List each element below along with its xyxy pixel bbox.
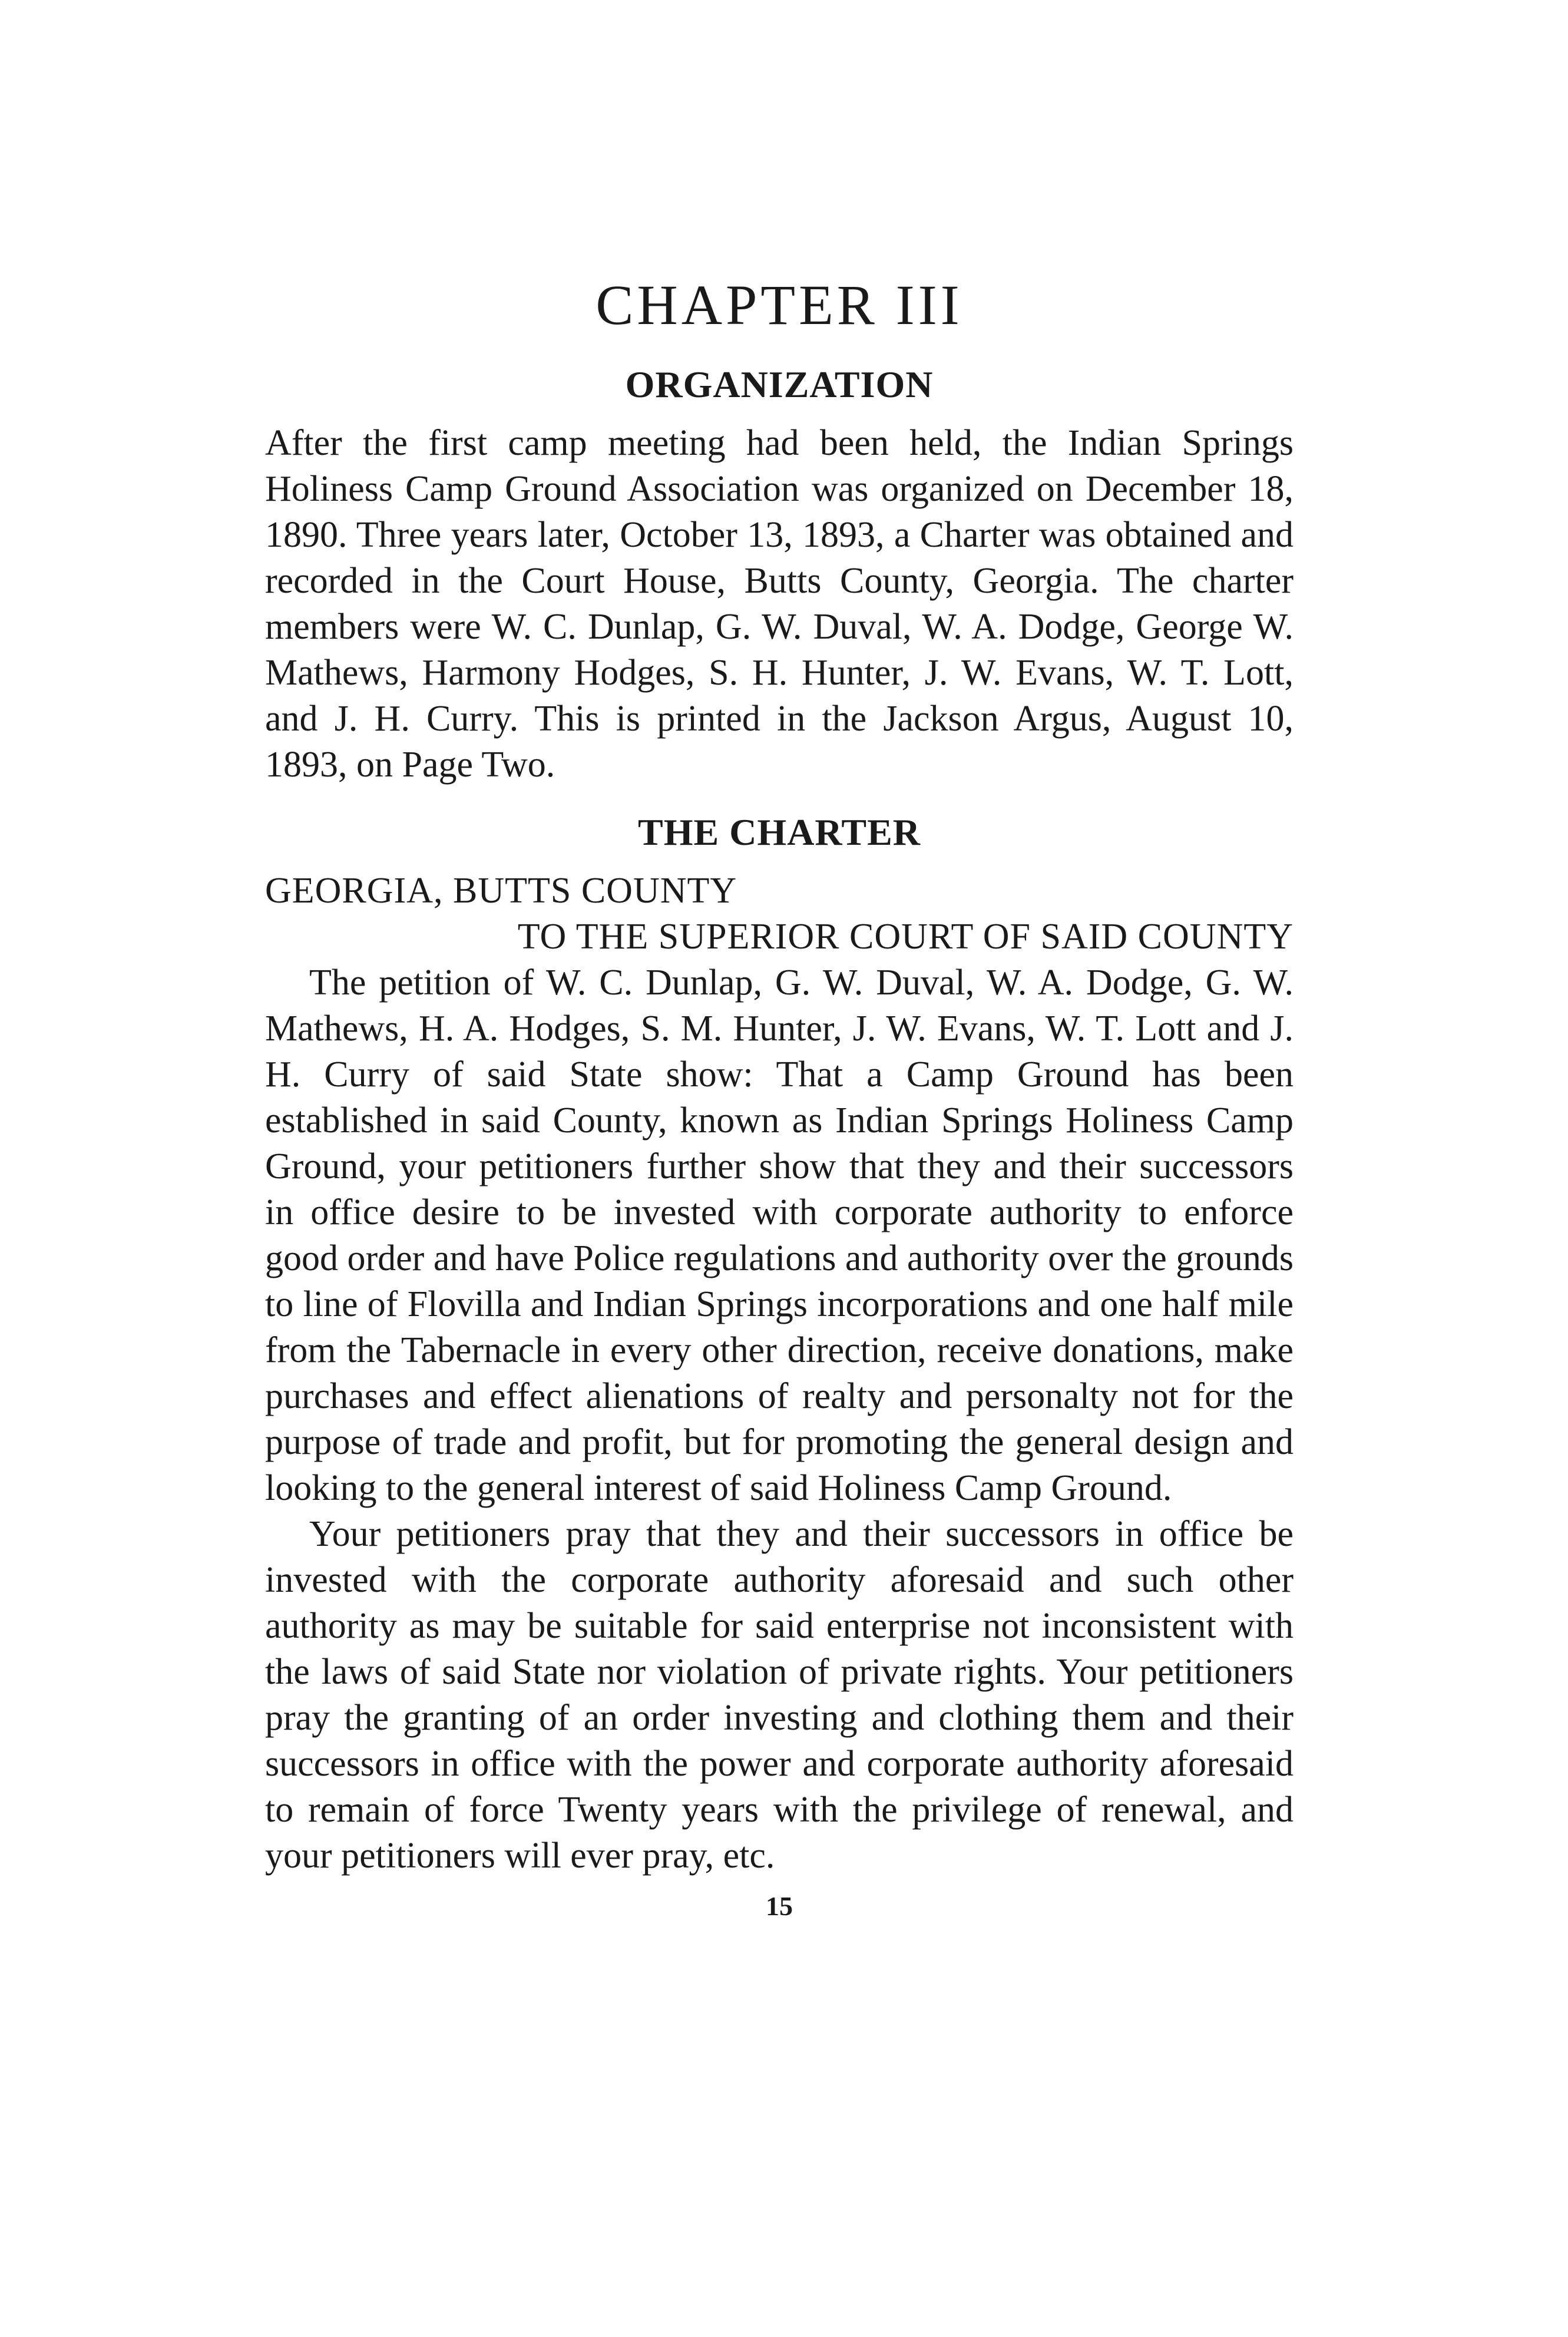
page-number: 15 bbox=[766, 1891, 793, 1921]
chapter-title: CHAPTER III bbox=[596, 273, 963, 336]
charter-prayer-paragraph: Your petitioners pray that they and their successors in office be invested with the corporate authority aforesaid and such other authority as may be suitable for said enterprise not inconsistent with the laws of said State nor violation of private rights. Your petitioners pray the granting of an order investing and clothing them and their successors in office with the power and corporate authority aforesaid to remain of force Twenty years with the privilege of renewal, and your petitioners will ever pray, etc. bbox=[265, 1514, 1294, 1876]
book-page bbox=[265, 273, 1294, 1922]
section-heading-charter: THE CHARTER bbox=[638, 811, 921, 853]
section-heading-organization: ORGANIZATION bbox=[625, 363, 934, 405]
organization-paragraph: After the first camp meeting had been held, the Indian Springs Holiness Camp Ground Association was organized on December 18, 1890. Three years later, October 13, 1893, a Charter was obtained and recorded in the Court House, Butts County, Georgia. The charter members were W. C. Dunlap, G. W. Duval, W. A. Dodge, George W. Mathews, Harmony Hodges, S. H. Hunter, J. W. Evans, W. T. Lott, and J. H. Curry. This is printed in the Jackson Argus, August 10, 1893, on Page Two. bbox=[265, 423, 1294, 785]
charter-court-line: TO THE SUPERIOR COURT OF SAID COUNTY bbox=[517, 917, 1294, 957]
charter-petition-paragraph: The petition of W. C. Dunlap, G. W. Duval, W. A. Dodge, G. W. Mathews, H. A. Hodges, S. M. Hunter, J. W. Evans, W. T. Lott and J. H. Curry of said State show: That a Camp Ground has been established in said County, known as Indian Springs Holiness Camp Ground, your petitioners further show that they and their successors in office desire to be invested with corporate authority to enforce good order and have Police regulations and authority over the grounds to line of Flovilla and Indian Springs incorporations and one half mile from the Tabernacle in every other direction, receive donations, make purchases and effect alienations of realty and personalty not for the purpose of trade and profit, but for promoting the general design and looking to the general interest of said Holiness Camp Ground. bbox=[265, 963, 1294, 1508]
charter-venue-line: GEORGIA, BUTTS COUNTY bbox=[265, 871, 737, 911]
